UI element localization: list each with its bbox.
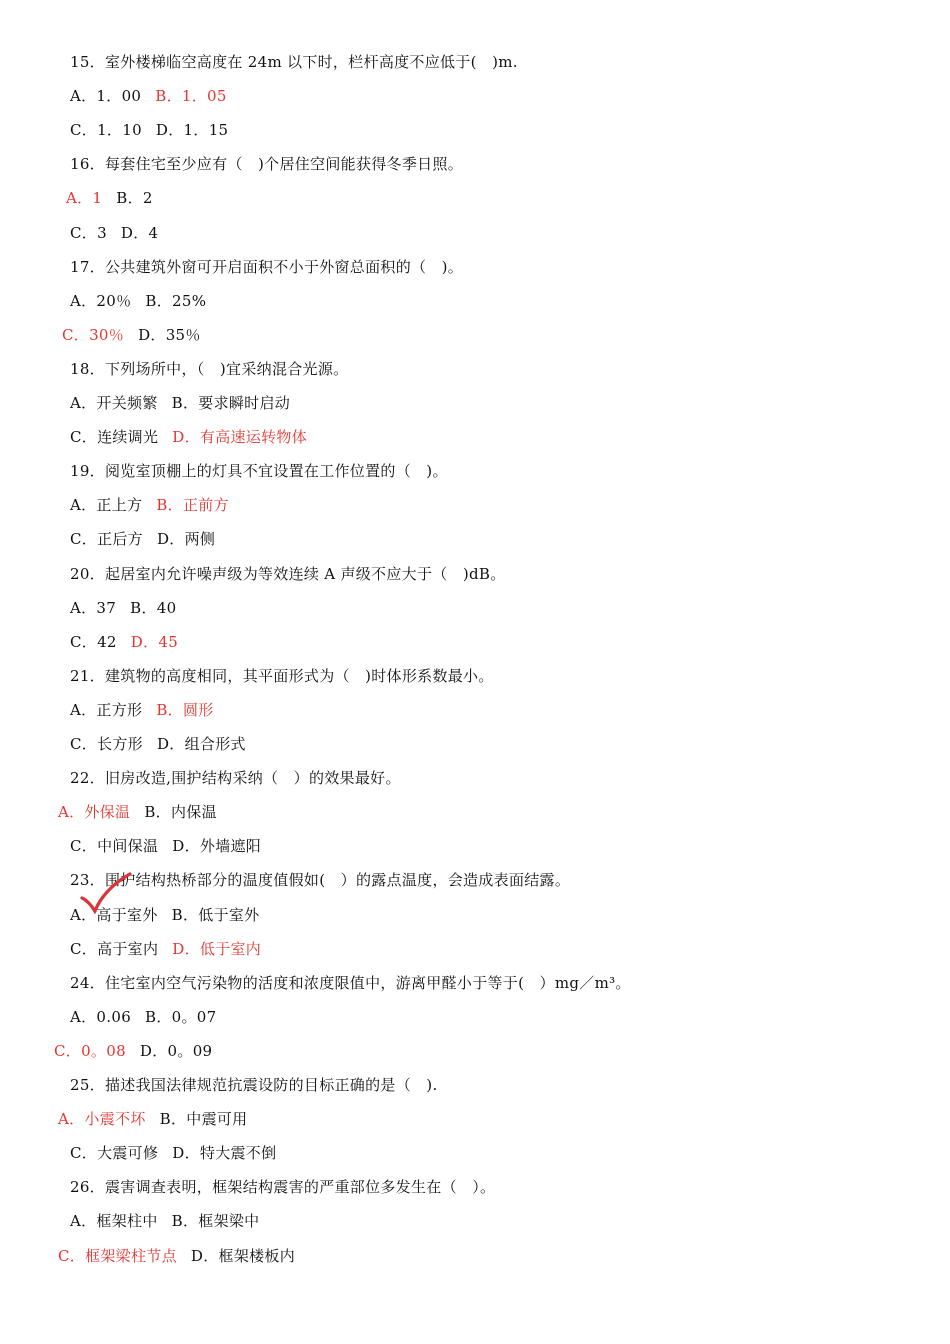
question-stem: 24．住宅室内空气污染物的活度和浓度限值中，游离甲醛小于等于( ）mg／m³。: [70, 973, 631, 992]
answer-option: B．中震可用: [159, 1110, 248, 1129]
options-line: [58, 800, 217, 824]
question-text: [70, 562, 506, 586]
answer-option: A．正上方: [70, 496, 143, 515]
correct-answer-option: A．外保温: [58, 803, 131, 822]
question-text: [70, 357, 348, 381]
options-line: [70, 391, 290, 415]
question-text: [70, 1175, 495, 1199]
answer-option: C．连续调光: [70, 428, 159, 447]
question-stem: 20．起居室内允许噪声级为等效连续 A 声级不应大于（ )dB。: [70, 564, 506, 583]
question-text: [70, 459, 448, 483]
answer-option: B．框架梁中: [171, 1212, 260, 1231]
correct-answer-option: D．低于室内: [172, 939, 262, 958]
options-line: [70, 425, 307, 449]
question-stem: 21．建筑物的高度相同，其平面形式为（ )时体形系数最小。: [70, 666, 494, 685]
question-stem: 26．震害调查表明，框架结构震害的严重部位多发生在（ ）。: [70, 1178, 496, 1197]
correct-answer-option: B．圆形: [156, 700, 214, 719]
answer-option: A．高于室外: [70, 905, 158, 924]
question-stem: 22．旧房改造,围护结构采纳（ ）的效果最好。: [70, 769, 401, 788]
question-stem: 19．阅览室顶棚上的灯具不宜设置在工作位置的（ )。: [70, 462, 448, 481]
correct-answer-option: B．正前方: [156, 496, 229, 515]
question-stem: 18．下列场所中，（ )宜采纳混合光源。: [70, 359, 349, 378]
answer-option: C．正后方: [70, 530, 143, 549]
check-mark-icon: [78, 868, 134, 918]
answer-option: B．要求瞬时启动: [171, 394, 291, 412]
question-text: [70, 1073, 438, 1097]
options-line: [70, 1209, 259, 1233]
answer-option: D．特大震不倒: [172, 1144, 277, 1163]
answer-option: C．42: [70, 632, 117, 651]
options-line: [70, 118, 228, 142]
answer-option: C．3: [70, 223, 107, 242]
question-text: [70, 152, 463, 176]
question-stem: 17．公共建筑外窗可开启面积不小于外窗总面积的（ )。: [70, 257, 464, 276]
correct-answer-option: D．45: [130, 632, 179, 651]
options-line: [70, 289, 206, 313]
answer-option: B．低于室外: [171, 905, 260, 924]
answer-option: A．0.06: [70, 1007, 132, 1026]
answer-option: A．开关频繁: [70, 394, 158, 412]
answer-option: D．1．15: [155, 121, 229, 140]
answer-option: A．框架柱中: [70, 1212, 158, 1231]
question-stem: 23．围护结构热桥部分的温度值假如( ）的露点温度，会造成表面结露。: [70, 871, 571, 890]
options-line: [58, 1244, 295, 1268]
answer-option: A．37: [70, 598, 117, 617]
answer-option: C．长方形: [70, 735, 143, 753]
correct-answer-option: D．有高速运转物体: [172, 428, 308, 447]
question-text: [70, 868, 570, 892]
options-line: [70, 1005, 217, 1029]
options-line: [70, 937, 261, 961]
options-line: [70, 732, 246, 756]
answer-option: D．两侧: [156, 530, 216, 549]
question-stem: 16．每套住宅至少应有（ )个居住空间能获得冬季日照。: [70, 155, 464, 174]
answer-option: C．1．10: [70, 121, 142, 140]
correct-answer-option: A．小震不坏: [58, 1110, 146, 1129]
options-line: [70, 84, 227, 108]
options-line: [70, 1141, 276, 1165]
answer-option: B．25%: [145, 291, 207, 310]
answer-option: D．4: [120, 223, 159, 242]
options-line: [70, 527, 215, 551]
answer-option: A．1．00: [70, 87, 142, 106]
answer-option: A．20％: [70, 291, 132, 310]
question-text: [70, 971, 631, 995]
question-stem: 25．描述我国法律规范抗震设防的目标正确的是（ ).: [70, 1076, 438, 1094]
options-line: [70, 630, 178, 654]
options-line: [70, 834, 261, 858]
correct-answer-option: C．30％: [62, 325, 125, 344]
options-line: [70, 221, 158, 245]
options-line: [54, 1039, 212, 1063]
answer-option: D．框架楼板内: [190, 1246, 296, 1265]
question-text: [70, 50, 518, 74]
correct-answer-option: C．框架梁柱节点: [58, 1246, 177, 1265]
question-stem: 15．室外楼梯临空高度在 24m 以下时，栏杆高度不应低于( )m.: [70, 53, 518, 71]
answer-option: A．正方形: [70, 700, 143, 719]
answer-option: B．0。07: [145, 1007, 217, 1026]
answer-option: D．0。09: [139, 1041, 213, 1060]
answer-option: B．内保温: [144, 803, 217, 822]
question-text: [70, 664, 494, 688]
answer-option: B．2: [116, 189, 153, 208]
question-text: [70, 766, 401, 790]
options-line: [66, 186, 153, 210]
answer-option: D．外墙遮阳: [172, 837, 262, 856]
correct-answer-option: A．1: [66, 189, 103, 208]
answer-option: C．高于室内: [70, 939, 159, 958]
answer-option: B．40: [130, 598, 177, 617]
answer-option: D．组合形式: [156, 735, 246, 753]
options-line: [62, 323, 201, 347]
answer-option: D．35％: [138, 325, 201, 344]
question-text: [70, 255, 463, 279]
answer-option: C．中间保温: [70, 837, 159, 856]
options-line: [70, 493, 229, 517]
options-line: [70, 596, 176, 620]
correct-answer-option: C．0。08: [54, 1041, 126, 1060]
options-line: [58, 1107, 247, 1131]
correct-answer-option: B．1．05: [155, 87, 227, 106]
options-line: [70, 698, 214, 722]
answer-option: C．大震可修: [70, 1144, 159, 1163]
